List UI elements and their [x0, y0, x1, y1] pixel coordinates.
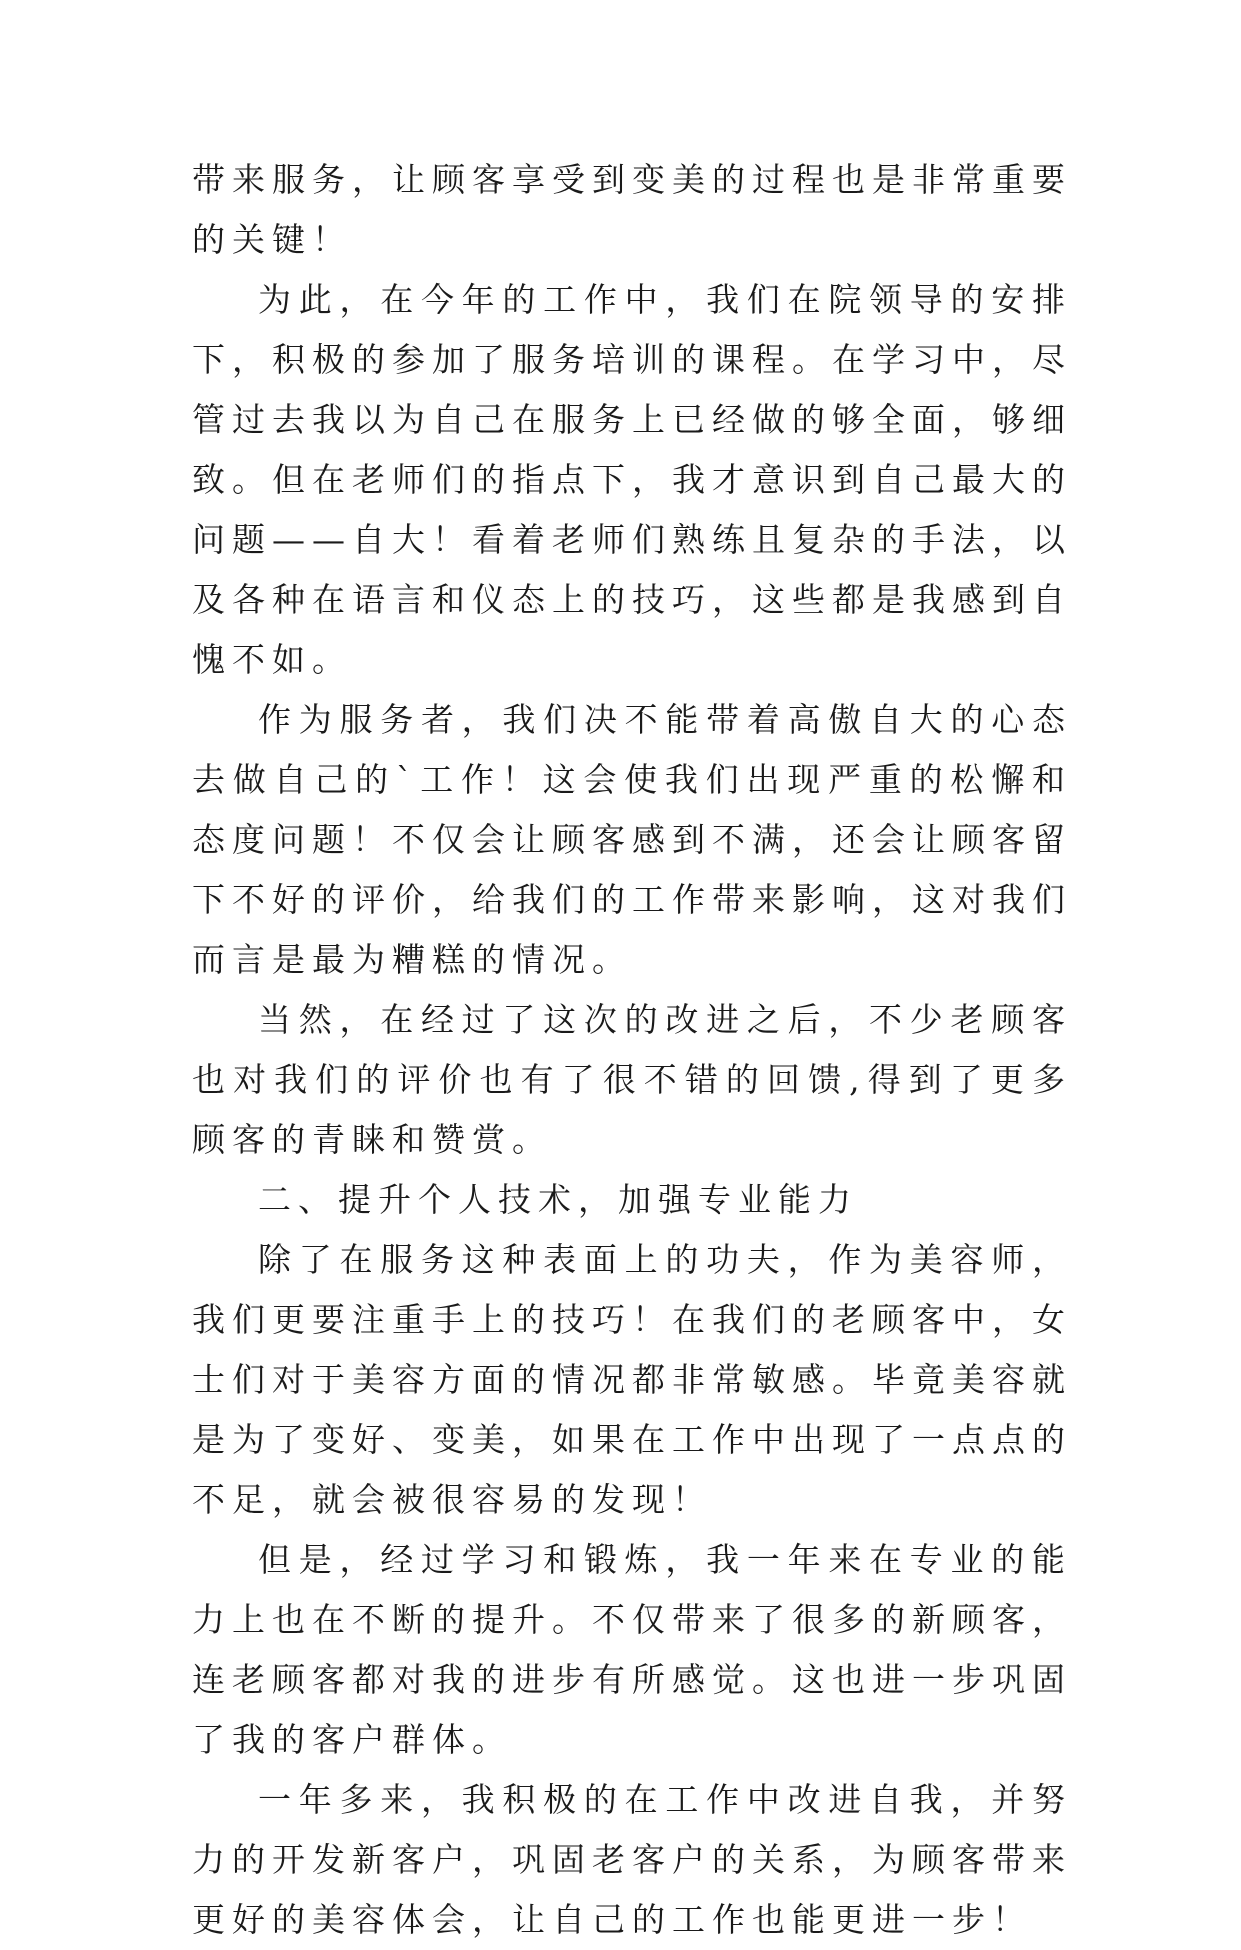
paragraph-1: 带来服务，让顾客享受到变美的过程也是非常重要的关键！	[192, 160, 1072, 259]
paragraph-3: 作为服务者，我们决不能带着高傲自大的心态去做自己的`工作！这会使我们出现严重的松懈和态度问题！不仅会让顾客感到不满，还会让顾客留下不好的评价，给我们的工作带来影响，这对我们而言是最为糟糕的情况。	[192, 700, 1072, 979]
paragraph-5: 除了在服务这种表面上的功夫，作为美容师，我们更要注重手上的技巧！在我们的老顾客中，女士们对于美容方面的情况都非常敏感。毕竟美容就是为了变好、变美，如果在工作中出现了一点点的不足，就会被很容易的发现！	[192, 1240, 1072, 1519]
section-heading: 二、提升个人技术，加强专业能力	[258, 1180, 858, 1219]
paragraph-6: 但是，经过学习和锻炼，我一年来在专业的能力上也在不断的提升。不仅带来了很多的新顾客，连老顾客都对我的进步有所感觉。这也进一步巩固了我的客户群体。	[192, 1540, 1072, 1759]
paragraph-2: 为此，在今年的工作中，我们在院领导的安排下，积极的参加了服务培训的课程。在学习中，尽管过去我以为自己在服务上已经做的够全面，够细致。但在老师们的指点下，我才意识到自己最大的问题——自大！看着老师们熟练且复杂的手法，以及各种在语言和仪态上的技巧，这些都是我感到自愧不如。	[192, 280, 1072, 679]
paragraph-4: 当然，在经过了这次的改进之后，不少老顾客也对我们的评价也有了很不错的回馈,得到了更多顾客的青睐和赞赏。	[192, 1000, 1072, 1159]
paragraph-7: 一年多来，我积极的在工作中改进自我，并努力的开发新客户，巩固老客户的关系，为顾客带来更好的美容体会，让自己的工作也能更进一步！	[192, 1780, 1072, 1939]
document-body	[192, 150, 1072, 1950]
